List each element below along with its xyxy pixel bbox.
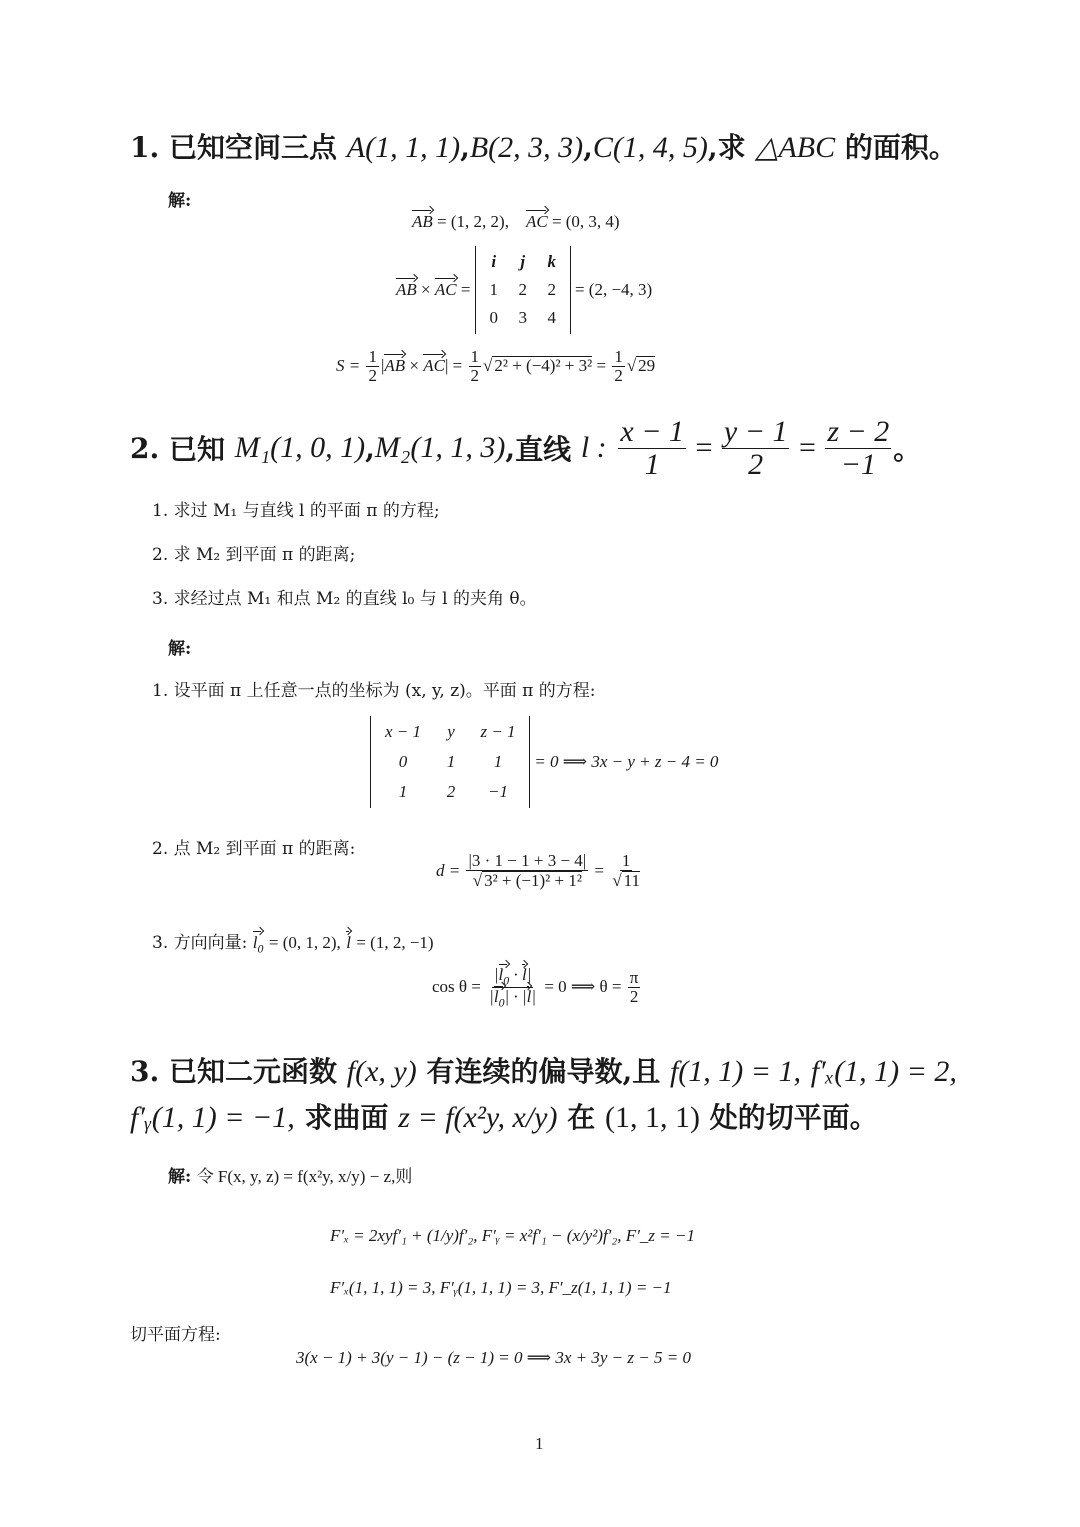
vectors-line: AB = (1, 2, 2), AC = (0, 3, 4)	[412, 212, 620, 231]
problem-1-heading: 1. 已知空间三点 A(1, 1, 1),B(2, 3, 3),C(1, 4, 5),求 △ABC 的面积。	[130, 131, 957, 164]
solution-3-intro: 解: 令 F(x, y, z) = f(x²y, x/y) − z,则	[168, 1167, 413, 1187]
question-2: 2. 求 M₂ 到平面 π 的距离;	[152, 545, 356, 565]
angle-formula: cos θ = $\frac{|l_0 \cdot l|}{|l_0| \cdot |l|}$ = 0 ⟹ θ = $\frac{\pi}{2}$	[432, 965, 639, 1010]
question-1: 1. 求过 M₁ 与直线 l 的平面 π 的方程;	[152, 501, 440, 521]
step-3-text: 3. 方向向量: $l_0 = (0$, 1, 2), l = (1, 2, −1)	[152, 933, 434, 956]
area-formula: S = $\frac{1}{2}$ |AB × AC| = $\frac{1}{2}$ √ 2² + (−4)² + 3² = $\frac{1}{2}$ √ 29	[336, 347, 656, 385]
partial-derivatives: F′ₓ = 2xyf′₁ + (1/y)f′₂, F′ᵧ = x²f′₁ − (x/y²)f′₂, F′_z = −1	[330, 1226, 695, 1245]
tangent-plane-equation: 3(x − 1) + 3(y − 1) − (z − 1) = 0 ⟹ 3x + 3y − z − 5 = 0	[296, 1348, 691, 1367]
problem-3-heading-line2: f′ᵧ(1, 1) = −1, 求曲面 z = f(x²y, x/y) 在 (1, 1, 1) 处的切平面。	[130, 1101, 878, 1134]
tangent-plane-label: 切平面方程:	[130, 1325, 221, 1345]
solution-label-2: 解:	[168, 639, 192, 659]
question-3: 3. 求经过点 M₁ 和点 M₂ 的直线 l₀ 与 l 的夹角 θ。	[152, 589, 537, 609]
problem-3-heading-line1: 3. 已知二元函数 f(x, y) 有连续的偏导数,且 f(1, 1) = 1, f′ₓ(1, 1) = 2,	[130, 1055, 957, 1088]
plane-determinant: x − 1 y z − 1 0 1 1 1 2 −1 = 0 ⟹ 3x − y + z − 4 = 0	[370, 716, 718, 808]
page-number: 1	[535, 1434, 544, 1453]
solution-label-1: 解:	[168, 191, 192, 211]
step-2-text: 2. 点 M₂ 到平面 π 的距离:	[152, 839, 356, 859]
cross-product: AB × AC = i j k 1 2 2 0 3 4 = (2, −4, 3)	[396, 246, 652, 334]
partial-values: F′ₓ(1, 1, 1) = 3, F′ᵧ(1, 1, 1) = 3, F′_z(1, 1, 1) = −1	[330, 1278, 672, 1297]
distance-formula: d = $\frac{|3 \cdot 1 - 1 + 3 - 4|}{\text{√ 3² + (−1)² + 1²}}$ = $\frac{1}{√ 11}$	[436, 851, 641, 890]
step-1-text: 1. 设平面 π 上任意一点的坐标为 (x, y, z)。平面 π 的方程:	[152, 681, 596, 701]
problem-2-heading: 2. 已知 M₁(1, 0, 1) , M₂(1, 1, 3) , 直线 l : $\frac{x - 1}{1}$ = $\frac{y - 1}{2}$ = $\frac{z - 2}{-1}$ 。	[130, 415, 922, 481]
